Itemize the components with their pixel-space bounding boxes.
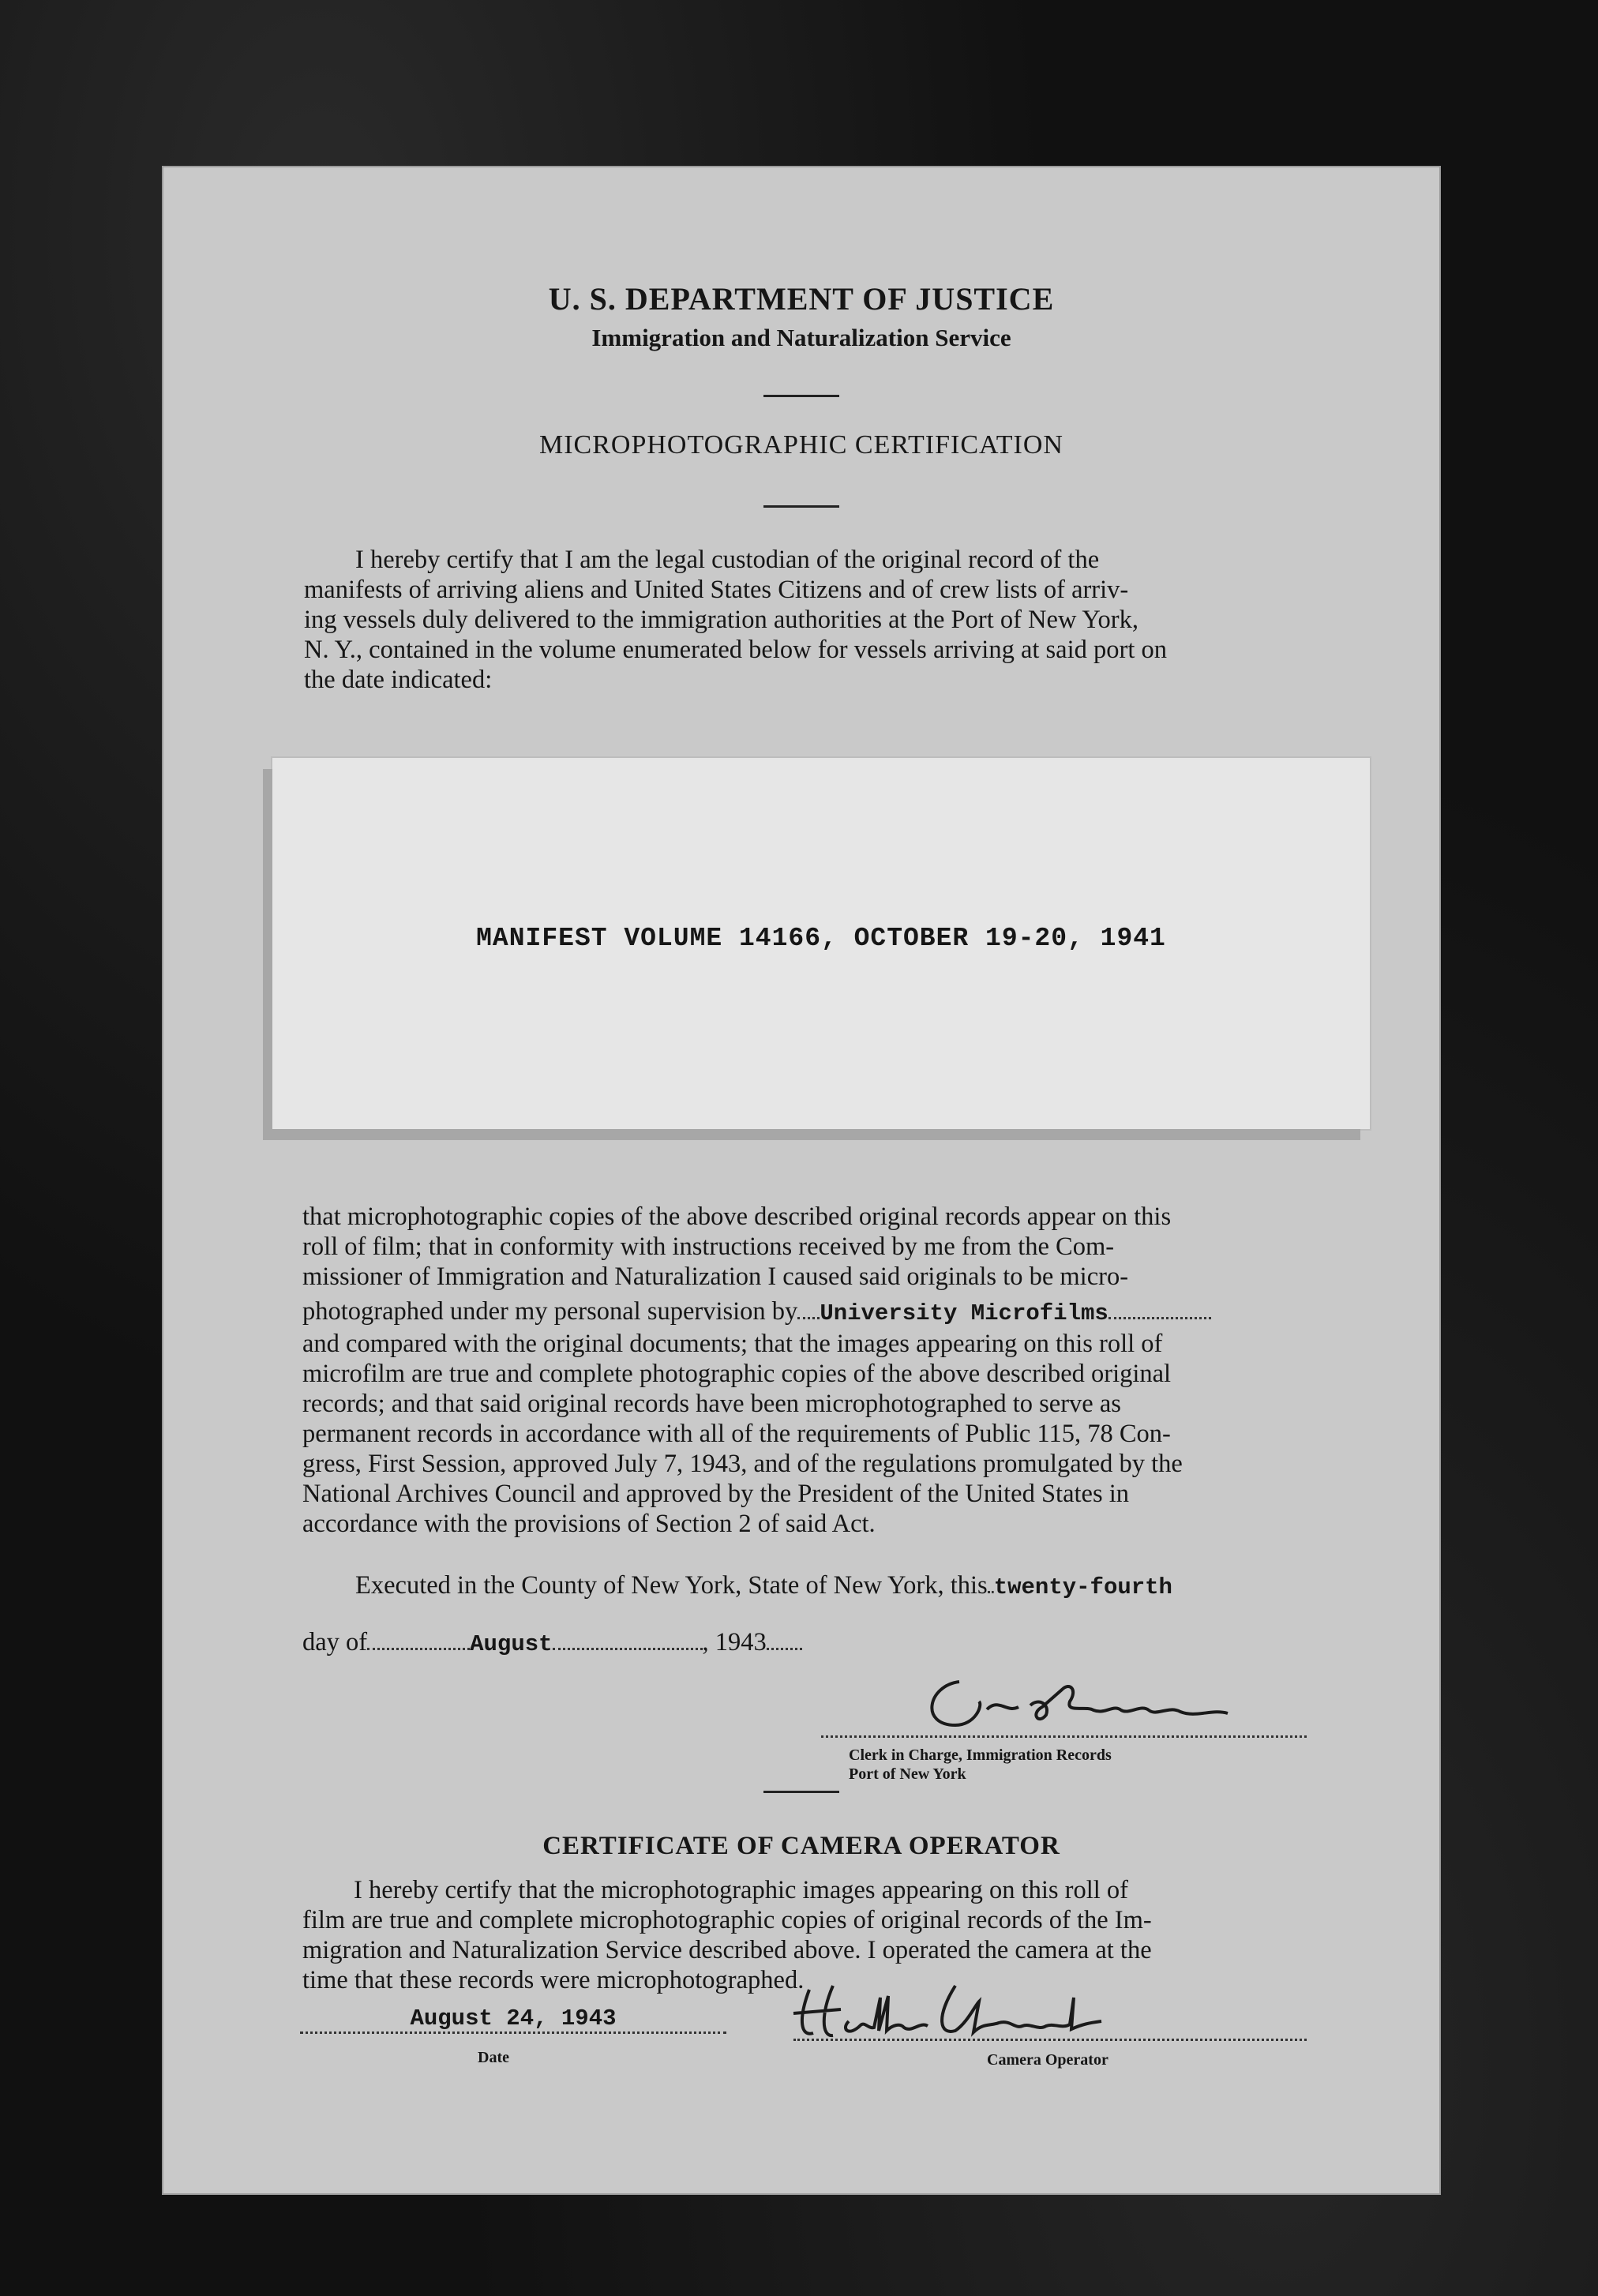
body-line: missioner of Immigration and Naturalization I caused said originals to be micro- bbox=[302, 1262, 1129, 1291]
service-subtitle: Immigration and Naturalization Service bbox=[591, 324, 1011, 351]
intro-line: manifests of arriving aliens and United States Citizens and of crew lists of arriv- bbox=[304, 576, 1129, 604]
camera-certificate-title: CERTIFICATE OF CAMERA OPERATOR bbox=[542, 1832, 1060, 1860]
clerk-title: Clerk in Charge, Immigration Records bbox=[849, 1746, 1112, 1764]
supervision-label: photographed under my personal supervision by bbox=[302, 1297, 798, 1326]
manifest-label-text: MANIFEST VOLUME 14166, OCTOBER 19-20, 1941 bbox=[476, 924, 1166, 953]
body-line: microfilm are true and complete photographic copies of the above described original bbox=[302, 1360, 1172, 1388]
certification-title: MICROPHOTOGRAPHIC CERTIFICATION bbox=[538, 430, 1063, 460]
body-line: records; and that said original records have been microphotographed to serve as bbox=[302, 1390, 1121, 1418]
manifest-label-card bbox=[272, 758, 1370, 1129]
body-line: National Archives Council and approved by the President of the United States in bbox=[302, 1480, 1129, 1508]
clerk-port: Port of New York bbox=[849, 1765, 966, 1783]
camera-line: time that these records were microphotographed. bbox=[302, 1966, 805, 1994]
executed-prefix: Executed in the County of New York, State of New York, this bbox=[355, 1571, 988, 1600]
intro-line: I hereby certify that I am the legal custodian of the original record of the bbox=[355, 546, 1100, 574]
supervision-line bbox=[302, 1296, 1305, 1329]
supervisor-value: University Microfilms bbox=[820, 1300, 1108, 1326]
body-line: roll of film; that in conformity with instructions received by me from the Com- bbox=[302, 1232, 1115, 1261]
department-title: U. S. DEPARTMENT OF JUSTICE bbox=[548, 281, 1055, 317]
executed-month-line bbox=[302, 1628, 802, 1657]
certificate-page bbox=[162, 166, 1441, 2195]
body-paragraph bbox=[302, 1202, 1305, 1539]
divider bbox=[763, 1791, 839, 1793]
clerk-signature bbox=[912, 1658, 1283, 1745]
executed-line bbox=[355, 1571, 1172, 1600]
day-of-label: day of bbox=[302, 1628, 368, 1656]
operator-label: Camera Operator bbox=[987, 2051, 1108, 2069]
executed-month-value: August bbox=[470, 1631, 553, 1657]
divider bbox=[763, 505, 839, 508]
date-label: Date bbox=[478, 2049, 509, 2066]
intro-line: N. Y., contained in the volume enumerated below for vessels arriving at said port on bbox=[304, 636, 1167, 664]
date-value: August 24, 1943 bbox=[410, 2005, 617, 2032]
camera-line: migration and Naturalization Service described above. I operated the camera at the bbox=[302, 1936, 1152, 1964]
intro-line: ing vessels duly delivered to the immigration authorities at the Port of New York, bbox=[304, 606, 1138, 634]
date-field bbox=[300, 2005, 726, 2034]
intro-line: the date indicated: bbox=[304, 666, 493, 694]
camera-operator-signature bbox=[786, 1974, 1117, 2053]
operator-signature-line bbox=[793, 2039, 1307, 2041]
body-line: accordance with the provisions of Section 2 of said Act. bbox=[302, 1510, 876, 1538]
body-line: that microphotographic copies of the above described original records appear on this bbox=[302, 1202, 1172, 1231]
body-line: permanent records in accordance with all of the requirements of Public 115, 78 Con- bbox=[302, 1420, 1171, 1448]
divider bbox=[763, 395, 839, 397]
body-line: and compared with the original documents; that the images appearing on this roll of bbox=[302, 1330, 1163, 1358]
executed-year: , 1943 bbox=[702, 1628, 767, 1656]
clerk-signature-line bbox=[821, 1735, 1307, 1738]
body-line: gress, First Session, approved July 7, 1943, and of the regulations promulgated by the bbox=[302, 1450, 1183, 1478]
intro-paragraph bbox=[304, 545, 1307, 695]
camera-line: film are true and complete microphotographic copies of original records of the Im- bbox=[302, 1906, 1152, 1934]
camera-line: I hereby certify that the microphotographic images appearing on this roll of bbox=[354, 1876, 1128, 1904]
executed-day-value: twenty-fourth bbox=[993, 1574, 1172, 1600]
